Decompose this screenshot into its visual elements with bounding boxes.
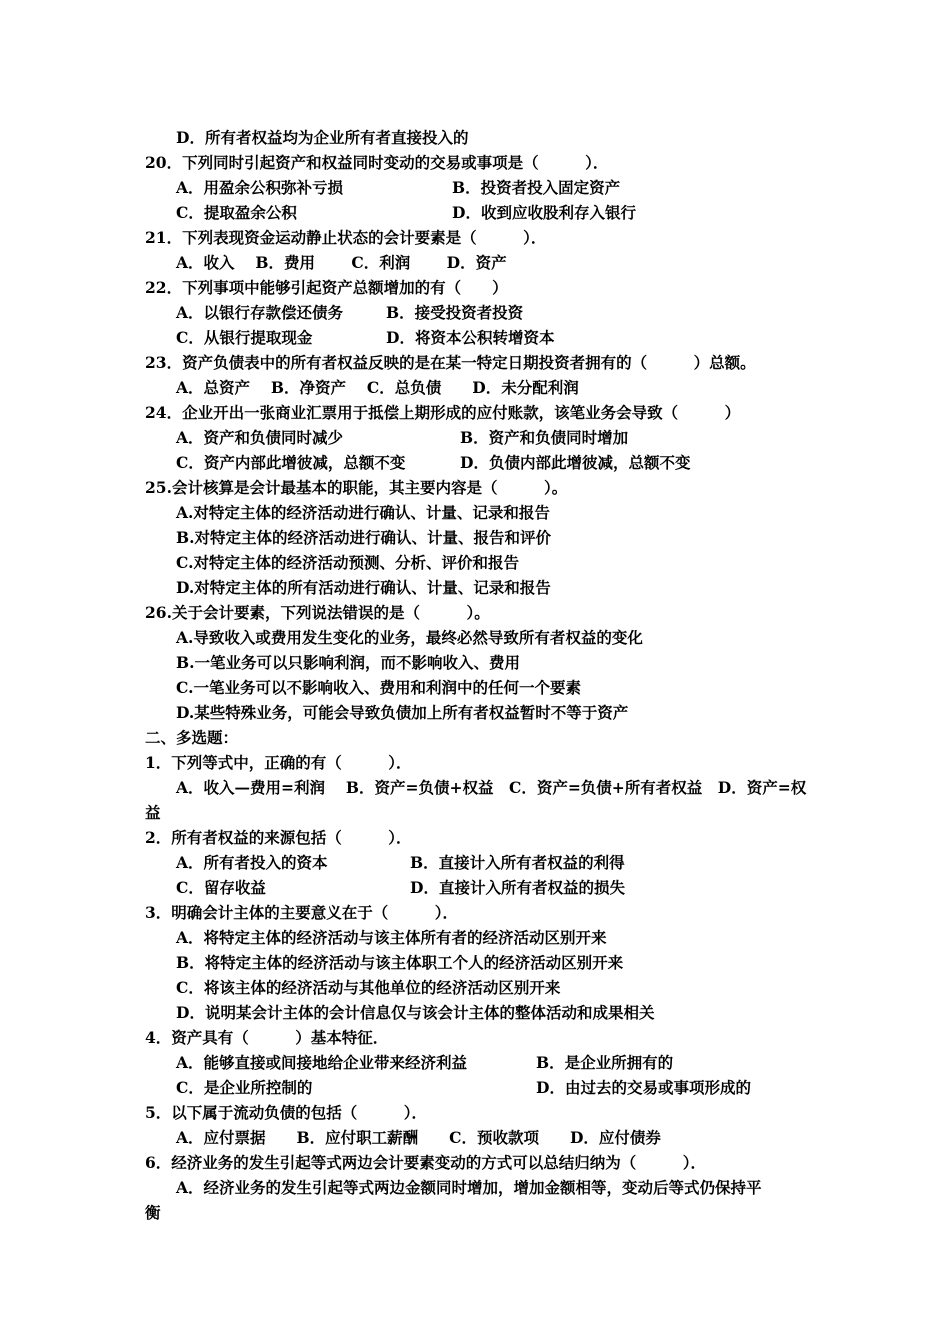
m5-options: A．应付票据 B．应付职工薪酬 C．预收款项 D．应付债券 [176, 1128, 661, 1147]
m6-option-a-continued: 衡 [145, 1203, 161, 1222]
q26-option-a: A.导致收入或费用发生变化的业务，最终必然导致所有者权益的变化 [176, 628, 643, 647]
q22-option-d: D．将资本公积转增资本 [386, 328, 555, 347]
section-heading-multiple-choice: 二、多选题： [145, 728, 239, 747]
q24-stem: 24．企业开出一张商业汇票用于抵偿上期形成的应付账款，该笔业务会导致（ ） [145, 403, 741, 422]
q20-option-c: C．提取盈余公积 [176, 203, 297, 222]
q19-option-d: D．所有者权益均为企业所有者直接投入的 [176, 128, 469, 147]
q25-stem: 25.会计核算是会计最基本的职能，其主要内容是（ ）。 [145, 478, 568, 497]
m4-option-a: A．能够直接或间接地给企业带来经济利益 [176, 1053, 468, 1072]
q25-option-a: A.对特定主体的经济活动进行确认、计量、记录和报告 [176, 503, 550, 522]
m4-option-d: D．由过去的交易或事项形成的 [536, 1078, 751, 1097]
m3-stem: 3．明确会计主体的主要意义在于（ ）． [145, 903, 459, 922]
q25-option-b: B.对特定主体的经济活动进行确认、计量、报告和评价 [176, 528, 551, 547]
m4-option-c: C．是企业所控制的 [176, 1078, 313, 1097]
m1-stem: 1．下列等式中，正确的有（ ）． [145, 753, 412, 772]
m3-option-c: C．将该主体的经济活动与其他单位的经济活动区别开来 [176, 978, 561, 997]
m4-stem: 4．资产具有（ ）基本特征． [145, 1028, 389, 1047]
m6-option-a: A．经济业务的发生引起等式两边金额同时增加，增加金额相等，变动后等式仍保持平 [176, 1178, 762, 1197]
m4-option-b: B．是企业所拥有的 [536, 1053, 674, 1072]
q24-option-d: D．负债内部此增彼减，总额不变 [460, 453, 691, 472]
m3-option-d: D．说明某会计主体的会计信息仅与该会计主体的整体活动和成果相关 [176, 1003, 655, 1022]
q23-options: A．总资产 B．净资产 C．总负债 D．未分配利润 [176, 378, 579, 397]
m2-option-a: A．所有者投入的资本 [176, 853, 328, 872]
q22-option-b: B．接受投资者投资 [386, 303, 524, 322]
q25-option-c: C.对特定主体的经济活动预测、分析、评价和报告 [176, 553, 519, 572]
q20-stem: 20．下列同时引起资产和权益同时变动的交易或事项是（ ）． [145, 153, 609, 172]
m2-stem: 2．所有者权益的来源包括（ ）． [145, 828, 412, 847]
q20-option-d: D．收到应收股利存入银行 [452, 203, 636, 222]
m1-options-continued: 益 [145, 803, 161, 822]
q21-options: A．收入 B．费用 C．利润 D．资产 [176, 253, 507, 272]
q24-option-a: A．资产和负债同时减少 [176, 428, 344, 447]
q26-stem: 26.关于会计要素，下列说法错误的是（ ）。 [145, 603, 490, 622]
q22-option-a: A．以银行存款偿还债务 [176, 303, 344, 322]
m5-stem: 5．以下属于流动负债的包括（ ）． [145, 1103, 428, 1122]
q20-option-a: A．用盈余公积弥补亏损 [176, 178, 344, 197]
q26-option-d: D.某些特殊业务，可能会导致负债加上所有者权益暂时不等于资产 [176, 703, 629, 722]
m1-options: A．收入—费用=利润 B．资产=负债+权益 C．资产=负债+所有者权益 D．资产=权 [176, 778, 807, 797]
q26-option-b: B.一笔业务可以只影响利润，而不影响收入、费用 [176, 653, 520, 672]
q22-option-c: C．从银行提取现金 [176, 328, 313, 347]
q24-option-c: C．资产内部此增彼减，总额不变 [176, 453, 406, 472]
q26-option-c: C.一笔业务可以不影响收入、费用和利润中的任何一个要素 [176, 678, 581, 697]
m2-option-d: D．直接计入所有者权益的损失 [410, 878, 625, 897]
q24-option-b: B．资产和负债同时增加 [460, 428, 629, 447]
q23-stem: 23．资产负债表中的所有者权益反映的是在某一特定日期投资者拥有的（ ）总额。 [145, 353, 756, 372]
m3-option-b: B．将特定主体的经济活动与该主体职工个人的经济活动区别开来 [176, 953, 624, 972]
m3-option-a: A．将特定主体的经济活动与该主体所有者的经济活动区别开来 [176, 928, 607, 947]
m2-option-c: C．留存收益 [176, 878, 266, 897]
q20-option-b: B．投资者投入固定资产 [452, 178, 621, 197]
m6-stem: 6．经济业务的发生引起等式两边会计要素变动的方式可以总结归纳为（ ）． [145, 1153, 707, 1172]
q25-option-d: D.对特定主体的所有活动进行确认、计量、记录和报告 [176, 578, 551, 597]
m2-option-b: B．直接计入所有者权益的利得 [410, 853, 625, 872]
q21-stem: 21．下列表现资金运动静止状态的会计要素是（ ）． [145, 228, 547, 247]
q22-stem: 22．下列事项中能够引起资产总额增加的有（ ） [145, 278, 508, 297]
